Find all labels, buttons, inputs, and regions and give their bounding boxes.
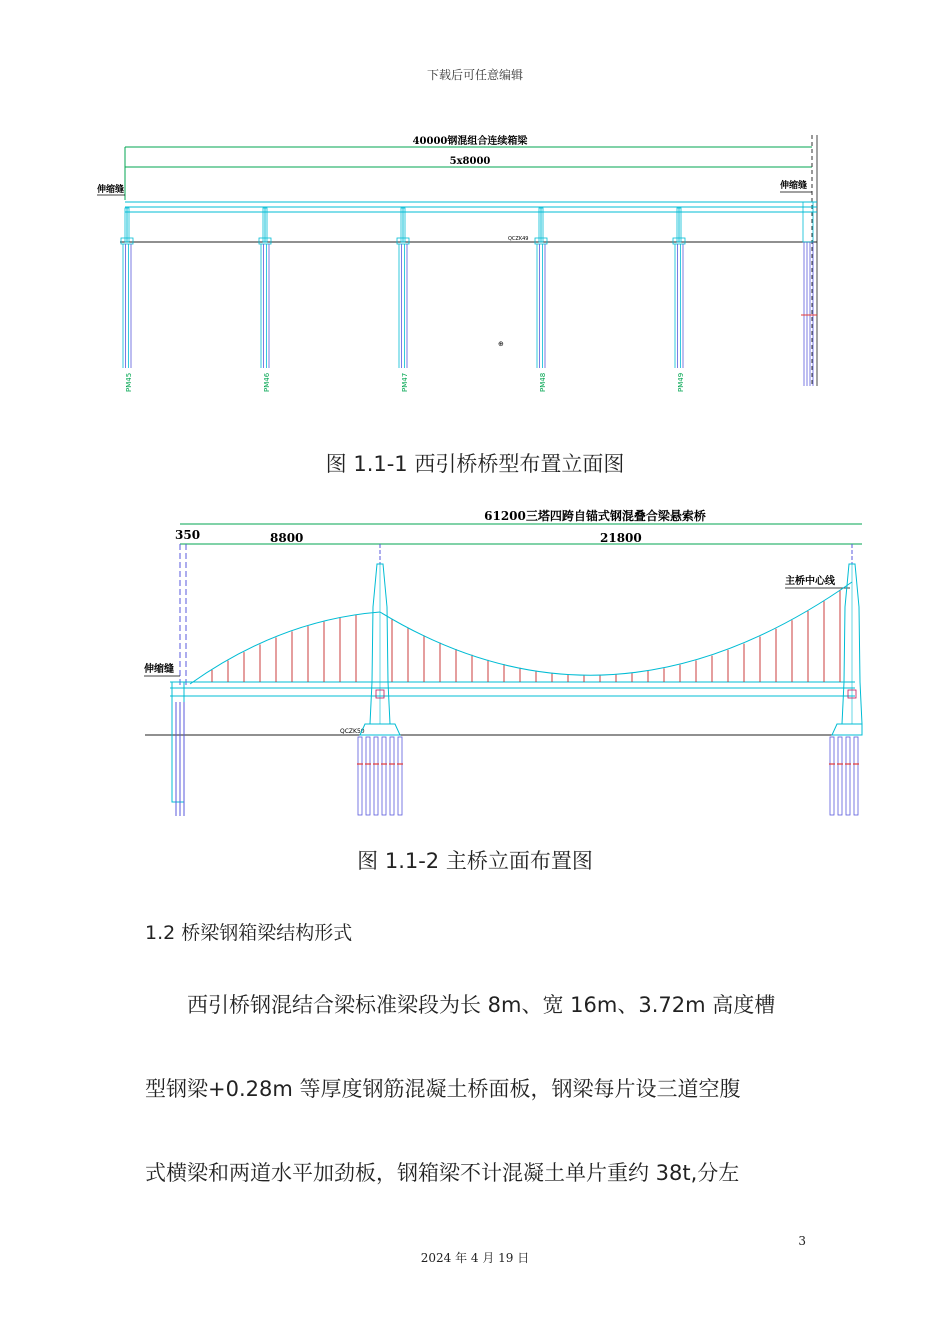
piles-middle-tower (357, 737, 403, 815)
figure-1-caption: 图 1.1-1 西引桥桥型布置立面图 (325, 452, 625, 476)
fig1-survey-mark: ⊕ (498, 340, 504, 348)
pier-2 (259, 208, 271, 368)
fig2-mark: QCZK50 (340, 728, 365, 735)
piles-right-tower (829, 737, 859, 815)
pier-3 (397, 208, 409, 368)
fig2-dim-right: 21800 (600, 531, 642, 545)
page-number: 3 (798, 1234, 806, 1248)
body-paragraph (145, 963, 805, 1215)
tower-middle (360, 544, 400, 735)
section-title: 1.2 桥梁钢箱梁结构形式 (145, 922, 353, 944)
pier-label-4: PM48 (539, 372, 547, 392)
pier-label-3: PM47 (401, 372, 409, 392)
fig1-left-joint: 伸缩缝 (97, 185, 125, 195)
fig2-dim-left: 350 (175, 528, 201, 542)
fig1-right-joint: 伸缩缝 (780, 181, 808, 191)
pier-label-1: PM45 (125, 372, 133, 392)
pier-label-5: PM49 (677, 372, 685, 392)
fig1-span: 5x8000 (449, 156, 491, 167)
figure-main-bridge-elevation (140, 502, 865, 822)
fig2-joint: 伸缩缝 (144, 664, 174, 675)
paragraph-line-3: 式横梁和两道水平加劲板，钢箱梁不计混凝土单片重约 38t,分左 (145, 1161, 740, 1185)
main-cable-right (380, 582, 852, 675)
fig2-dim-mid: 8800 (270, 531, 304, 545)
fig1-title: 40000钢混组合连续箱梁 (412, 136, 528, 147)
page-date: 2024 年 4 月 19 日 (420, 1251, 530, 1265)
pier-5 (673, 208, 685, 368)
paragraph-line-2: 型钢梁+0.28m 等厚度钢筋混凝土桥面板，钢梁每片设三道空腹 (145, 1077, 741, 1101)
pier-1 (121, 208, 133, 368)
figure-west-approach-elevation (95, 130, 825, 400)
figure-2-caption: 图 1.1-2 主桥立面布置图 (357, 849, 593, 873)
fig2-centerline: 主桥中心线 (785, 576, 835, 587)
fig2-title: 61200三塔四跨自锚式钢混叠合梁悬索桥 (484, 509, 706, 523)
fig1-mark: QCZK49 (508, 236, 529, 242)
main-cable-left (190, 612, 380, 684)
paragraph-line-1: 西引桥钢混结合梁标准梁段为长 8m、宽 16m、3.72m 高度槽 (187, 993, 776, 1017)
abutment-east (801, 202, 817, 386)
pier-label-2: PM46 (263, 372, 271, 392)
tower-right (832, 544, 862, 735)
pier-4 (535, 208, 547, 368)
page-header: 下载后可任意编辑 (426, 68, 523, 82)
